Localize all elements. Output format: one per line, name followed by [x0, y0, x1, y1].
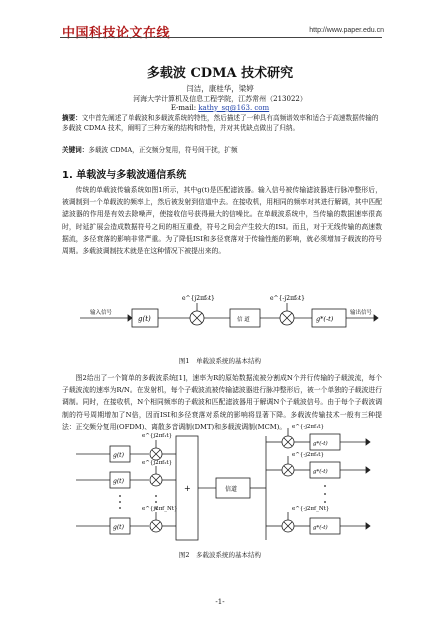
keywords-text: 多载波 CDMA，正交频分复用，符号间干扰，扩频 — [88, 146, 238, 154]
fig2-sum: + — [184, 484, 191, 493]
figure-2-diagram — [76, 422, 376, 544]
body-paragraph-2: 图2给出了一个简单的多载波系统[1]，速率为R的原始数据流被分割成N个并行传输的子载波流，每个子载波流的速率为R/N。在发射机，每个子载波流被传输滤波器进行脉冲整形后，被一个单独的子载波进行调制。同时，在接收机，N个相同频率的子载波和匹配滤波器用于解调N个子载波信号。由于每个子载波调制的符号周期增加了N倍，因而ISI和多径衰落对系统的影响将显著下降。多载波传输技术一般有三种提法：正交频分复用(OFDM)、离散多音调制(DMT)和多载波调制(MCM)。 — [62, 374, 382, 431]
fig1-tx-filter: g(t) — [138, 315, 151, 323]
abstract-label: 摘要： — [62, 114, 82, 122]
email-label: E-mail: — [170, 104, 197, 112]
abstract-text: 文中首先阐述了单载波和多载波系统的特性，然后描述了一种具有高频谱效率和适合于高速数据传输的多载波 CDMA 技术，阐明了三种方案的结构和特性，并对其优缺点做出了归纳。 — [62, 114, 379, 132]
fig2-channel: 信道 — [225, 486, 238, 493]
figure-2-caption: 图2 多载波系统的基本结构 — [178, 551, 262, 559]
keywords-label: 关键词： — [62, 146, 89, 154]
page-header — [0, 0, 440, 40]
keywords — [62, 144, 382, 154]
fig1-output-label: 输出信号 — [350, 310, 373, 316]
paper-email — [0, 104, 440, 112]
paper-affiliation: 河海大学计算机及信息工程学院，江苏常州（213022） — [133, 95, 307, 103]
site-logo[interactable]: 中国科技论文在线 — [62, 26, 171, 41]
fig2-rx-carrier-n: e^{-j2πf_Nt} — [292, 506, 330, 512]
page-number: -1- — [215, 598, 225, 606]
fig2-rx-carrier-2: e^{-j2πf₂t} — [292, 452, 324, 458]
body-paragraph-1: 传统的单载波传输系统如图1所示，其中g(t)是匹配滤波器。输入信号被传输滤波器进行脉冲整形后，被调制到一个单载波的频率上，然后被发射到信道中去。在接收机，用相同的频率对其进行解调，其中匹配滤波器的作用是有效去除噪声，使接收信号获得最大的信噪比。在单载波系统中，当传输的数据速率很高时，时延扩展会造成数据符号之间的相互重叠，符号之间会产生较大的ISI。而且，对于无线传输的高速数据流，多径衰落的影响非常严重。为了降低ISI和多径衰落对于传输性能的影响，就必须增加子载波的符号周期。多载波调制技术就是在这种情况下被提出来的。 — [62, 186, 382, 256]
header-rule — [60, 37, 382, 38]
paper-authors: 闫洁，康桂华，梁婷 — [186, 84, 254, 93]
email-link[interactable]: kathy_sg@163. com — [198, 104, 270, 112]
fig2-rx-filter-n: g*(-t) — [313, 525, 328, 531]
fig2-rx-filter-1: g*(-t) — [313, 441, 328, 447]
abstract — [62, 114, 382, 133]
fig1-channel: 信 道 — [237, 317, 250, 323]
figure-1-diagram — [80, 292, 380, 350]
fig1-input-label: 输入信号 — [90, 310, 113, 316]
section-heading: 1. 单载波与多载波通信系统 — [62, 170, 187, 181]
fig2-tx-filter-n: g(t) — [113, 524, 124, 531]
fig2-tx-carrier-2: e^{j2πf₂t} — [142, 460, 173, 466]
fig2-tx-filter-2: g(t) — [113, 478, 124, 485]
fig1-rx-carrier: e^{-j2πf₀t} — [270, 295, 305, 302]
fig2-tx-carrier-n: e^{j2πf_Nt} — [142, 506, 178, 512]
site-url[interactable]: http://www.paper.edu.cn — [309, 27, 384, 34]
figure-1-caption: 图1 单载波系统的基本结构 — [178, 357, 262, 365]
fig2-rx-carrier-1: e^{-j2πf₁t} — [292, 424, 324, 430]
fig1-tx-carrier: e^{j2πf₀t} — [182, 295, 215, 302]
fig1-rx-filter: g*(-t) — [316, 315, 334, 323]
paper-title: 多载波 CDMA 技术研究 — [146, 66, 294, 81]
fig2-tx-carrier-1: e^{j2πf₁t} — [142, 433, 173, 439]
fig2-tx-filter-1: g(t) — [113, 452, 124, 459]
fig2-rx-filter-2: g*(-t) — [313, 469, 328, 475]
